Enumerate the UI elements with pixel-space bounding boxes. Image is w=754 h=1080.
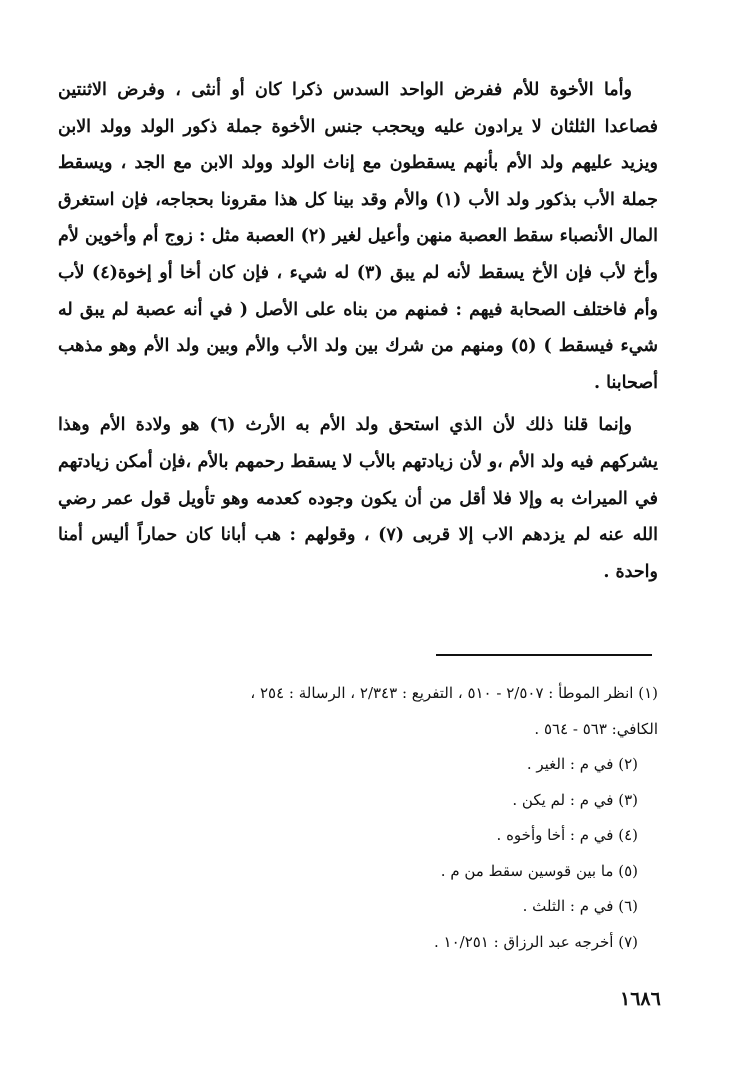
footnote-1-line-1: (١) انظر الموطأ : ٢/٥٠٧ - ٥١٠ ، التفريع : ٢/٣٤٣ ، الرسالة : ٢٥٤ ،: [250, 684, 658, 702]
footnote-4: (٤) في م : أخا وأخوه .: [496, 826, 638, 844]
footnote-1-line-2: الكافي: ٥٦٣ - ٥٦٤ .: [534, 719, 658, 738]
paragraph-1: وأما الأخوة للأم ففرض الواحد السدس ذكرا كان أو أنثى ، وفرض الاثنتين فصاعدا الثلثان لا يرادون عليه ويحجب جنس الأخوة جملة ذكور الولد وولد الابن ويزيد عليهم ولد الأم بأنهم يسقطون مع إناث الولد وولد الابن مع الجد ، ويسقط جملة الأب بذكور ولد الأب (١) والأم وقد بينا كل هذا مقرونا بحجاجه، فإن استغرق المال الأنصباء سقط العصبة منهن وأعيل لغير (٢) العصبة مثل : زوج أم وأخوين لأم وأخ لأب فإن الأخ يسقط لأنه لم يبق (٣) له شيء ، فإن كان أخا أو إخوة(٤) لأب وأم فاختلف الصحابة فيهم : فمنهم من بناه على الأصل ( في أنه عصبة لم يبق له شيء فيسقط ) (٥) ومنهم من شرك بين ولد الأب والأم وبين ولد الأم وهو مذهب أصحابنا .: [58, 80, 659, 393]
main-text: [58, 72, 658, 590]
footnote-3: (٣) في م : لم يكن .: [512, 790, 638, 809]
footnote-divider: [436, 654, 652, 656]
footnote-6: (٦) في م : الثلث .: [522, 897, 638, 915]
paragraph-2: وإنما قلنا ذلك لأن الذي استحق ولد الأم به الأرث (٦) هو ولادة الأم وهذا يشركهم فيه ولد الأم ،و لأن زيادتهم بالأب لا يسقط رحمهم بالأم ،فإن أمكن زيادتهم في الميراث به وإلا فلا أقل من أن يكون وجوده كعدمه وهو تأويل قول عمر رضي الله عنه لم يزدهم الاب إلا قربى (٧) ، وقولهم : هب أبانا كان حماراً أليس أمنا واحدة .: [58, 415, 658, 582]
footnote-2: (٢) في م : الغير .: [526, 755, 638, 773]
footnote-5: (٥) ما بين قوسين سقط من م .: [440, 861, 638, 880]
footnotes: [58, 676, 658, 960]
page-number: ١٦٨٦: [620, 988, 661, 1010]
footnote-7: (٧) أخرجه عبد الرزاق : ١٠/٢٥١ .: [433, 932, 638, 951]
